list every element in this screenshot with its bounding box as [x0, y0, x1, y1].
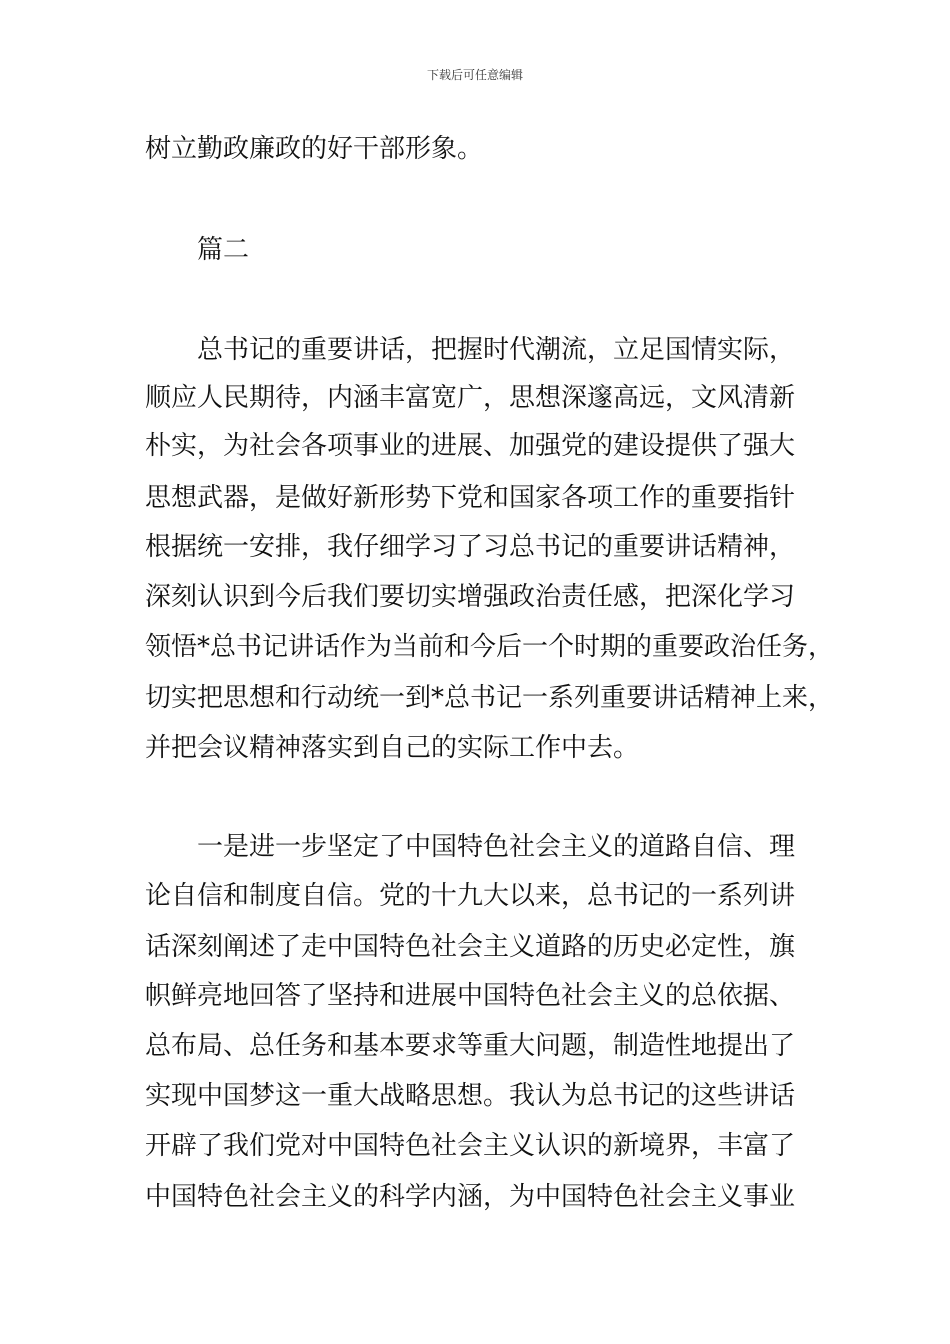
text-line: 一是进一步坚定了中国特色社会主义的道路自信、理: [197, 832, 796, 862]
page-header: 下载后可任意编辑: [426, 68, 523, 82]
text-line: 中国特色社会主义的科学内涵，为中国特色社会主义事业: [145, 1182, 796, 1212]
text-line: 并把会议精神落实到自己的实际工作中去。: [145, 733, 640, 763]
text-line: 总书记的重要讲话，把握时代潮流，立足国情实际，: [197, 335, 796, 365]
text-line: 总布局、总任务和基本要求等重大问题，制造性地提出了: [145, 1031, 796, 1061]
text-line: 顺应人民期待，内涵丰富宽广，思想深邃高远，文风清新: [145, 383, 796, 413]
text-line: 树立勤政廉政的好干部形象。: [145, 134, 484, 164]
text-line: 开辟了我们党对中国特色社会主义认识的新境界，丰富了: [145, 1131, 796, 1161]
text-line: 根据统一安排，我仔细学习了习总书记的重要讲话精神，: [145, 532, 796, 562]
text-line: 思想武器，是做好新形势下党和国家各项工作的重要指针: [145, 483, 796, 513]
text-line: 切实把思想和行动统一到*总书记一系列重要讲话精神上来，: [145, 683, 835, 713]
text-line: 深刻认识到今后我们要切实增强政治责任感，把深化学习: [145, 582, 796, 612]
text-line: 话深刻阐述了走中国特色社会主义道路的历史必定性，旗: [145, 932, 796, 962]
text-line: 实现中国梦这一重大战略思想。我认为总书记的这些讲话: [145, 1081, 796, 1111]
text-line: 帜鲜亮地回答了坚持和进展中国特色社会主义的总依据、: [145, 981, 796, 1011]
text-line: 领悟*总书记讲话作为当前和今后一个时期的重要政治任务，: [145, 632, 835, 662]
section-heading: 篇二: [197, 235, 250, 265]
text-line: 朴实，为社会各项事业的进展、加强党的建设提供了强大: [145, 431, 796, 461]
text-line: 论自信和制度自信。党的十九大以来，总书记的一系列讲: [145, 881, 796, 911]
